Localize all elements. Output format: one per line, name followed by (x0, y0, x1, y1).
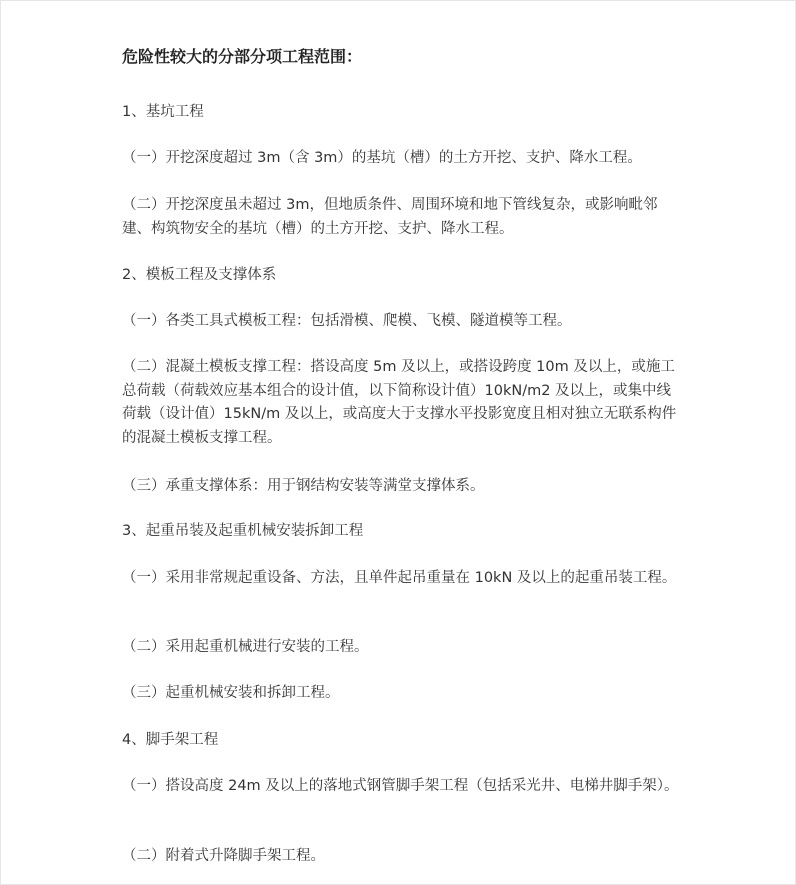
paragraph: （一）各类工具式模板工程：包括滑模、爬模、飞模、隧道模等工程。 (122, 313, 572, 329)
paragraph: （二）附着式升降脚手架工程。 (122, 848, 325, 864)
paragraph: （一）采用非常规起重设备、方法，且单件起吊重量在 10kN 及以上的起重吊装工程。 (122, 570, 677, 586)
document-title: 危险性较大的分部分项工程范围： (122, 47, 363, 66)
section-heading-4: 4、脚手架工程 (122, 732, 219, 748)
paragraph: （二）混凝土模板支撑工程：搭设高度 5m 及以上，或搭设跨度 10m 及以上，或施工总荷载（荷载效应基本组合的设计值，以下简称设计值）10kN/m2 及以上，或集中线荷载（设计值）15kN/m 及以上，或高度大于支撑水平投影宽度且相对独立无联系构件的混凝土模板支撑工程。 (122, 359, 677, 446)
section-heading-2: 2、模板工程及支撑体系 (122, 267, 277, 283)
paragraph: （二）开挖深度虽未超过 3m，但地质条件、周围环境和地下管线复杂，或影响毗邻建、构筑物安全的基坑（槽）的土方开挖、支护、降水工程。 (122, 197, 658, 237)
paragraph: （三）承重支撑体系：用于钢结构安装等满堂支撑体系。 (122, 478, 485, 494)
section-heading-1: 1、基坑工程 (122, 104, 204, 120)
paragraph: （二）采用起重机械进行安装的工程。 (122, 639, 369, 655)
paragraph: （一）开挖深度超过 3m（含 3m）的基坑（槽）的土方开挖、支护、降水工程。 (122, 150, 642, 166)
paragraph: （一）搭设高度 24m 及以上的落地式钢管脚手架工程（包括采光井、电梯井脚手架）。 (122, 778, 679, 794)
paragraph: （三）起重机械安装和拆卸工程。 (122, 685, 340, 701)
section-heading-3: 3、起重吊装及起重机械安装拆卸工程 (122, 523, 364, 539)
